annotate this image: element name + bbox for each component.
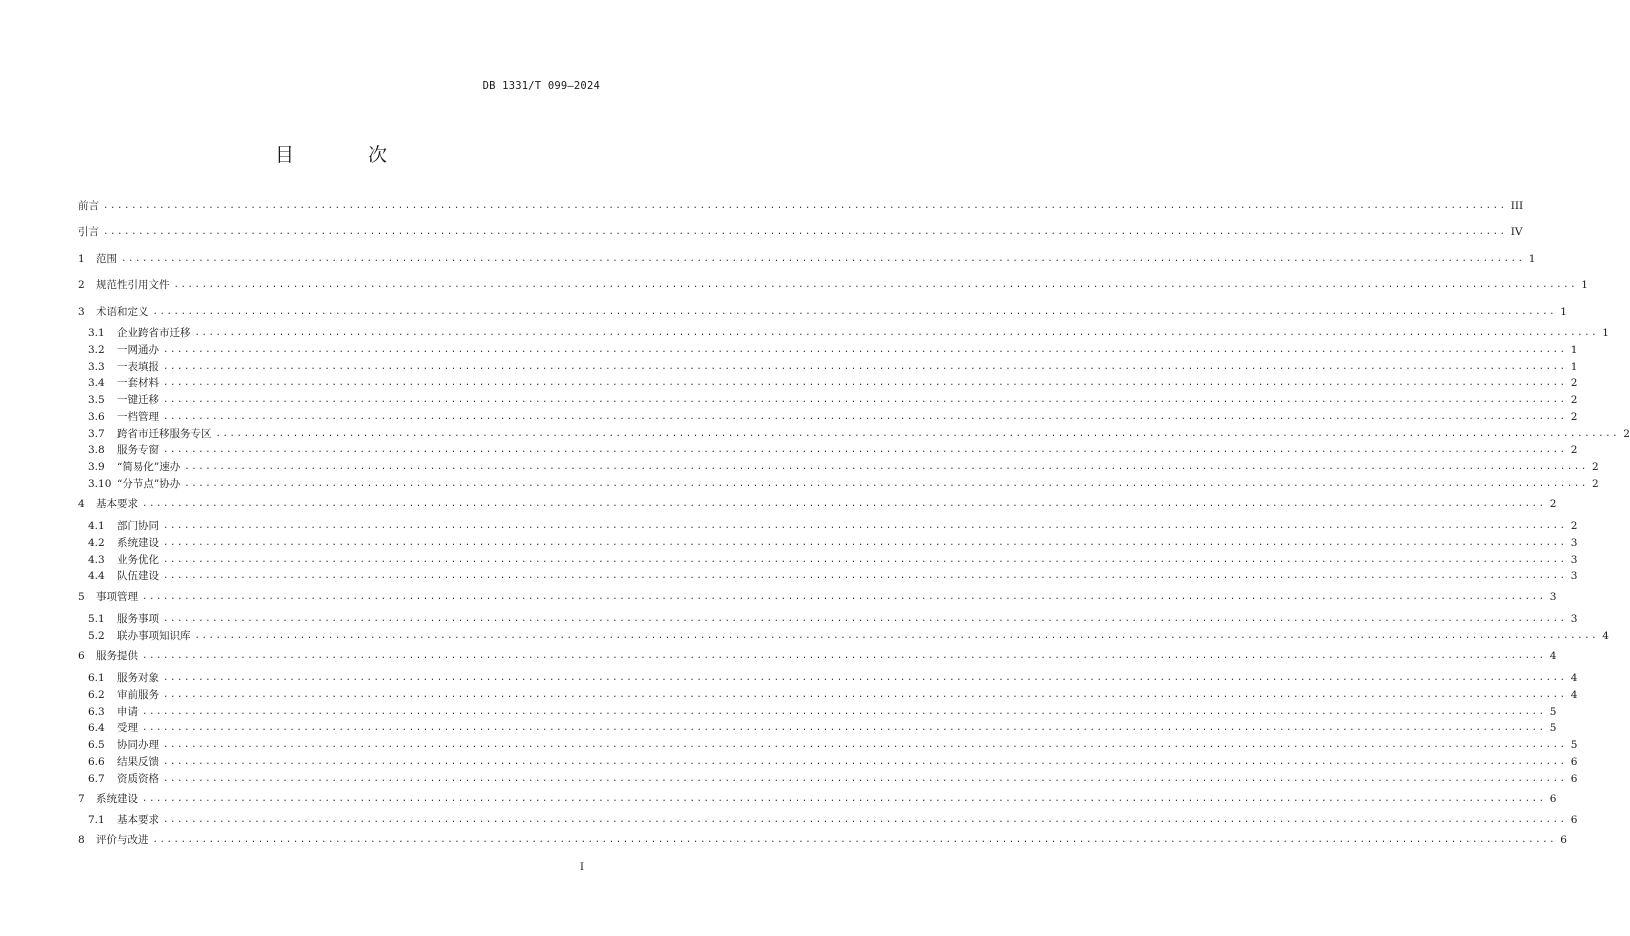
dot-leader: ........................................................................................................................................................................................................ (103, 227, 1507, 237)
dot-leader: ........................................................................................................................................................................................................ (163, 757, 1567, 767)
toc-entry-number: 1 (78, 253, 85, 265)
toc-entry-page: 6 (1570, 773, 1578, 785)
dot-leader: ........................................................................................................................................................................................................ (121, 254, 1525, 264)
toc-entry-page: 4 (1602, 630, 1609, 642)
dot-leader: ........................................................................................................................................................................................................ (103, 201, 1507, 211)
toc-entry-page: III (1510, 200, 1524, 212)
toc-entry-label: 审前服务 (117, 689, 159, 701)
toc-entry-number: 3.5 (88, 394, 105, 406)
toc-entry[interactable] (78, 791, 1557, 807)
toc-entry-number: 5.2 (88, 630, 105, 642)
toc-entry[interactable] (88, 476, 1599, 492)
dot-leader: ........................................................................................................................................................................................................ (163, 395, 1567, 405)
toc-entry-page: 6 (1560, 834, 1567, 846)
toc-entry-page: 2 (1549, 498, 1557, 510)
footer-page-number: I (580, 862, 584, 873)
toc-entry-label: 服务提供 (96, 650, 138, 662)
toc-entry-page: 6 (1570, 814, 1578, 826)
dot-leader: ........................................................................................................................................................................................................ (163, 362, 1567, 372)
toc-entry-page: 1 (1560, 306, 1567, 318)
toc-entry-number: 3.4 (88, 377, 105, 389)
toc-entry-label: 基本要求 (117, 814, 159, 826)
toc-entry-label: 一网通办 (117, 344, 159, 356)
toc-entry[interactable] (88, 392, 1578, 408)
toc-entry-label: 服务专窗 (117, 444, 159, 456)
toc-entry-number: 2 (78, 279, 85, 291)
toc-entry[interactable] (88, 568, 1578, 584)
toc-entry[interactable] (88, 737, 1578, 753)
dot-leader: ........................................................................................................................................................................................................ (194, 328, 1599, 338)
toc-entry[interactable] (88, 628, 1609, 644)
dot-leader: ........................................................................................................................................................................................................ (163, 815, 1567, 825)
toc-entry[interactable] (88, 359, 1578, 375)
toc-entry-number: 6.5 (88, 739, 105, 751)
toc-entry-page: 1 (1528, 253, 1536, 265)
toc-entry-page: 2 (1570, 411, 1578, 423)
toc-entry-number: 6.7 (88, 773, 105, 785)
toc-entry[interactable] (78, 277, 1588, 293)
toc-entry-number: 4.4 (88, 570, 105, 582)
toc-entry-page: 6 (1570, 756, 1578, 768)
toc-entry-page: 5 (1570, 739, 1578, 751)
toc-entry-label: 部门协同 (117, 520, 159, 532)
toc-entry[interactable] (88, 459, 1599, 475)
toc-entry-label: 协同办理 (117, 739, 159, 751)
toc-entry[interactable] (78, 496, 1557, 512)
toc-entry-page: 2 (1570, 444, 1578, 456)
toc-entry-number: 3.8 (88, 444, 105, 456)
toc-entry-label: 评价与改进 (96, 834, 149, 846)
toc-entry-number: 3.9 (88, 461, 105, 473)
toc-entry[interactable] (88, 535, 1578, 551)
toc-entry[interactable] (88, 342, 1578, 358)
toc-entry-page: 1 (1581, 279, 1588, 291)
dot-leader: ........................................................................................................................................................................................................ (163, 774, 1567, 784)
toc-entry-number: 4 (78, 498, 85, 510)
dot-leader: ........................................................................................................................................................................................................ (173, 280, 1578, 290)
toc-entry-page: 1 (1570, 344, 1578, 356)
toc-entry-number: 3.1 (88, 327, 105, 339)
toc-entry-label: 企业跨省市迁移 (117, 327, 191, 339)
dot-leader: ........................................................................................................................................................................................................ (163, 445, 1567, 455)
toc-entry-number: 6.3 (88, 706, 105, 718)
toc-entry-label: 结果反馈 (117, 756, 159, 768)
toc-title: 目 次 (274, 144, 422, 166)
toc-entry-label: 联办事项知识库 (117, 630, 191, 642)
toc-entry-number: 3 (78, 306, 85, 318)
toc-entry[interactable] (88, 325, 1609, 341)
toc-entry-label: 跨省市迁移服务专区 (117, 428, 212, 440)
toc-entry[interactable] (88, 670, 1578, 686)
toc-entry-number: 5.1 (88, 613, 105, 625)
dot-leader: ........................................................................................................................................................................................................ (163, 521, 1567, 531)
dot-leader: ........................................................................................................................................................................................................ (215, 429, 1620, 439)
toc-entry[interactable] (88, 552, 1578, 568)
toc-entry[interactable] (88, 687, 1578, 703)
toc-entry-page: 3 (1549, 591, 1557, 603)
toc-entry[interactable] (88, 409, 1578, 425)
toc-entry-label: “分节点”协办 (117, 478, 181, 490)
toc-entry[interactable] (88, 754, 1578, 770)
toc-entry[interactable] (88, 426, 1630, 442)
dot-leader: ........................................................................................................................................................................................................ (163, 345, 1567, 355)
toc-entry-label: 服务对象 (117, 672, 159, 684)
toc-entry-number: 7 (78, 793, 85, 805)
toc-entry[interactable] (88, 812, 1578, 828)
toc-entry-page: 2 (1570, 520, 1578, 532)
dot-leader: ........................................................................................................................................................................................................ (163, 538, 1567, 548)
toc-entry-page: 2 (1591, 478, 1599, 490)
toc-entry-number: 7.1 (88, 814, 105, 826)
toc-entry-page: 3 (1570, 570, 1578, 582)
toc-entry-label: 一键迁移 (117, 394, 159, 406)
dot-leader: ........................................................................................................................................................................................................ (142, 723, 1546, 733)
toc-entry-label: 引言 (78, 226, 99, 238)
toc-entry[interactable] (88, 375, 1578, 391)
toc-entry-label: 申请 (117, 706, 138, 718)
toc-entry-page: 3 (1570, 613, 1578, 625)
toc-entry[interactable] (78, 304, 1567, 320)
toc-entry-page: 3 (1570, 537, 1578, 549)
toc-entry-number: 6.2 (88, 689, 105, 701)
dot-leader: ........................................................................................................................................................................................................ (142, 499, 1546, 509)
dot-leader: ........................................................................................................................................................................................................ (184, 462, 1588, 472)
toc-entry-label: 范围 (96, 253, 117, 265)
toc-entry-label: 事项管理 (96, 591, 138, 603)
toc-entry-number: 3.10 (88, 478, 112, 490)
toc-entry-label: 受理 (117, 722, 138, 734)
toc-entry[interactable] (78, 648, 1557, 664)
toc-entry[interactable] (78, 251, 1536, 267)
toc-entry-label: 服务事项 (117, 613, 159, 625)
toc-entry-label: 资质资格 (117, 773, 159, 785)
toc-entry-page: 3 (1570, 554, 1578, 566)
toc-entry-page: 4 (1549, 650, 1557, 662)
toc-entry-page: 2 (1570, 394, 1578, 406)
toc-entry[interactable] (88, 771, 1578, 787)
toc-entry-label: 基本要求 (96, 498, 138, 510)
toc-entry-number: 4.2 (88, 537, 105, 549)
dot-leader: ........................................................................................................................................................................................................ (184, 479, 1588, 489)
toc-entry-label: 前言 (78, 200, 99, 212)
dot-leader: ........................................................................................................................................................................................................ (163, 555, 1567, 565)
toc-entry-label: 系统建设 (96, 793, 138, 805)
toc-entry-number: 4.1 (88, 520, 105, 532)
toc-entry-number: 3.2 (88, 344, 105, 356)
toc-entry[interactable] (78, 224, 1523, 240)
toc-entry-page: 4 (1570, 672, 1578, 684)
toc-entry-label: 队伍建设 (117, 570, 159, 582)
toc-entry-page: 4 (1570, 689, 1578, 701)
toc-entry[interactable] (88, 518, 1578, 534)
dot-leader: ........................................................................................................................................................................................................ (163, 378, 1567, 388)
dot-leader: ........................................................................................................................................................................................................ (152, 835, 1557, 845)
toc-entry[interactable] (78, 832, 1567, 848)
toc-entry[interactable] (88, 720, 1557, 736)
toc-entry-number: 3.3 (88, 361, 105, 373)
toc-entry-page: 2 (1570, 377, 1578, 389)
toc-entry[interactable] (88, 611, 1578, 627)
toc-entry-label: 一表填报 (117, 361, 159, 373)
dot-leader: ........................................................................................................................................................................................................ (163, 740, 1567, 750)
dot-leader: ........................................................................................................................................................................................................ (142, 794, 1546, 804)
toc-entry-number: 3.7 (88, 428, 105, 440)
dot-leader: ........................................................................................................................................................................................................ (163, 690, 1567, 700)
toc-entry-page: IV (1510, 226, 1523, 238)
toc-entry-number: 4.3 (88, 554, 105, 566)
toc-entry-page: 6 (1549, 793, 1557, 805)
toc-entry-number: 6.6 (88, 756, 105, 768)
dot-leader: ........................................................................................................................................................................................................ (142, 651, 1546, 661)
toc-entry-label: “简易化”速办 (117, 461, 181, 473)
toc-entry-number: 6.1 (88, 672, 105, 684)
toc-entry-number: 3.6 (88, 411, 105, 423)
toc-entry-label: 术语和定义 (96, 306, 149, 318)
toc-entry-number: 6 (78, 650, 85, 662)
toc-entry-number: 5 (78, 591, 85, 603)
toc-entry-number: 6.4 (88, 722, 105, 734)
dot-leader: ........................................................................................................................................................................................................ (163, 614, 1567, 624)
toc-entry-page: 5 (1549, 706, 1557, 718)
toc-entry[interactable] (88, 442, 1578, 458)
doc-code: DB 1331/T 099—2024 (482, 80, 600, 92)
toc-entry-label: 规范性引用文件 (96, 279, 170, 291)
dot-leader: ........................................................................................................................................................................................................ (194, 631, 1599, 641)
dot-leader: ........................................................................................................................................................................................................ (163, 673, 1567, 683)
toc-entry[interactable] (78, 589, 1557, 605)
toc-entry-label: 系统建设 (117, 537, 159, 549)
dot-leader: ........................................................................................................................................................................................................ (163, 412, 1567, 422)
toc-entry-label: 一档管理 (117, 411, 159, 423)
toc-entry-label: 一套材料 (117, 377, 159, 389)
toc-entry-page: 5 (1549, 722, 1557, 734)
toc-entry-page: 1 (1602, 327, 1609, 339)
toc-entry-page: 1 (1570, 361, 1578, 373)
toc-entry-page: 2 (1591, 461, 1599, 473)
dot-leader: ........................................................................................................................................................................................................ (163, 571, 1567, 581)
toc-entry-label: 业务优化 (117, 554, 159, 566)
toc-entry[interactable] (88, 704, 1557, 720)
dot-leader: ........................................................................................................................................................................................................ (142, 592, 1546, 602)
toc-entry-page: 2 (1623, 428, 1630, 440)
toc-entry-number: 8 (78, 834, 85, 846)
toc-entry[interactable] (78, 198, 1524, 214)
dot-leader: ........................................................................................................................................................................................................ (142, 707, 1546, 717)
dot-leader: ........................................................................................................................................................................................................ (152, 307, 1557, 317)
